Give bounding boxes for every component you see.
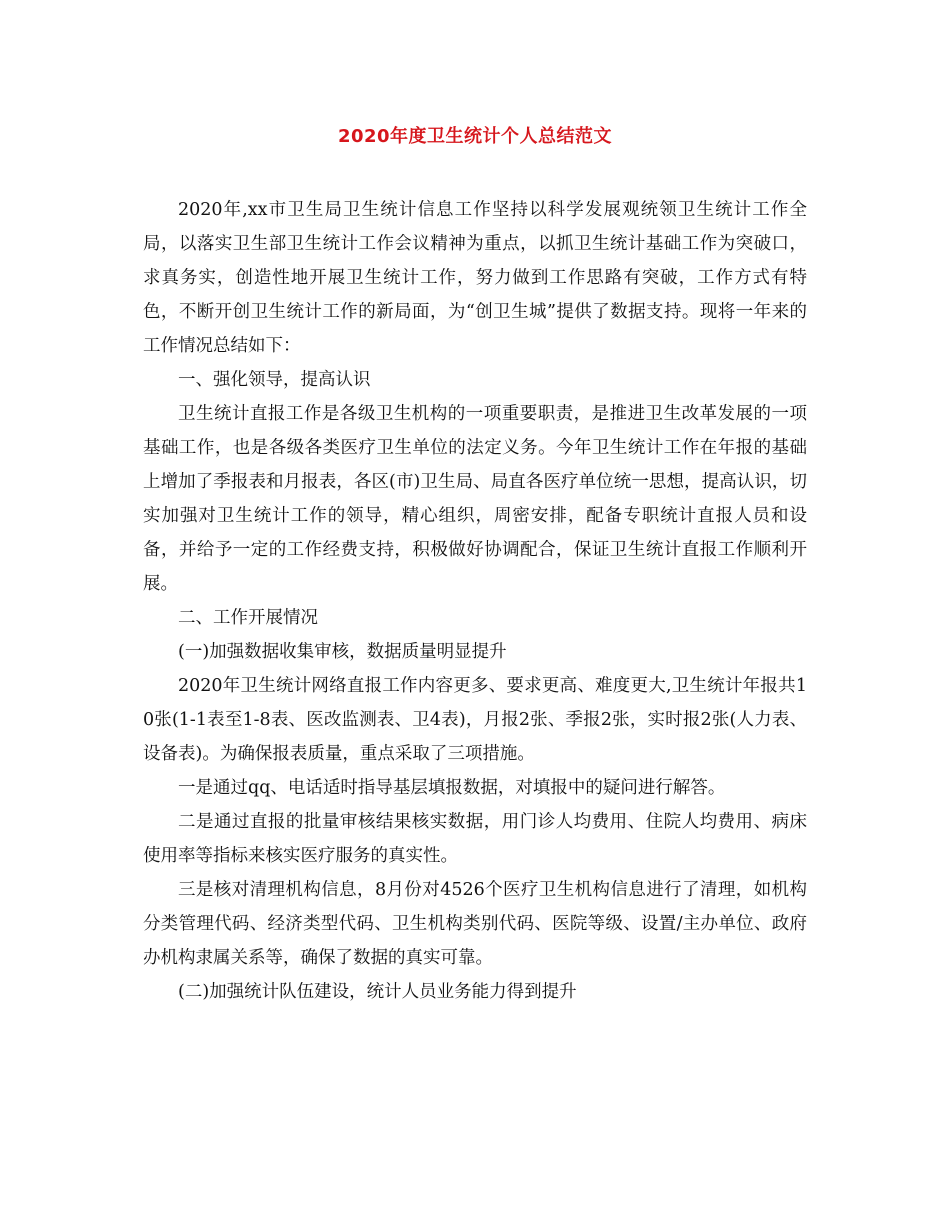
paragraph-intro: 2020年,xx市卫生局卫生统计信息工作坚持以科学发展观统领卫生统计工作全局，以落实卫生部卫生统计工作会议精神为重点，以抓卫生统计基础工作为突破口，求真务实，创造性地开展卫生统计工作，努力做到工作思路有突破，工作方式有特色，不断开创卫生统计工作的新局面，为“创卫生城”提供了数据支持。现将一年来的工作情况总结如下： (143, 200, 807, 356)
paragraph-section-1: 卫生统计直报工作是各级卫生机构的一项重要职责，是推进卫生改革发展的一项基础工作，也是各级各类医疗卫生单位的法定义务。今年卫生统计工作在年报的基础上增加了季报表和月报表，各区(市)卫生局、局直各医疗单位统一思想，提高认识，切实加强对卫生统计工作的领导，精心组织，周密安排，配备专职统计直报人员和设备，并给予一定的工作经费支持，积极做好协调配合，保证卫生统计直报工作顺利开展。 (143, 404, 807, 594)
subsection-heading-1: (一)加强数据收集审核，数据质量明显提升 (178, 642, 507, 662)
paragraph-measure-2: 二是通过直报的批量审核结果核实数据，用门诊人均费用、住院人均费用、病床使用率等指标来核实医疗服务的真实性。 (143, 812, 807, 866)
document-body (143, 193, 807, 1009)
document-title: 2020年度卫生统计个人总结范文 (337, 126, 613, 147)
section-heading-1: 一、强化领导，提高认识 (178, 370, 371, 390)
section-heading-2: 二、工作开展情况 (178, 608, 318, 628)
subsection-heading-2: (二)加强统计队伍建设，统计人员业务能力得到提升 (178, 982, 577, 1002)
paragraph-measure-1: 一是通过qq、电话适时指导基层填报数据，对填报中的疑问进行解答。 (178, 778, 726, 798)
paragraph-data-collection: 2020年卫生统计网络直报工作内容更多、要求更高、难度更大,卫生统计年报共10张(1-1表至1-8表、医改监测表、卫4表)，月报2张、季报2张，实时报2张(人力表、设备表)。为确保报表质量，重点采取了三项措施。 (143, 676, 807, 764)
paragraph-measure-3: 三是核对清理机构信息，8月份对4526个医疗卫生机构信息进行了清理，如机构分类管理代码、经济类型代码、卫生机构类别代码、医院等级、设置/主办单位、政府办机构隶属关系等，确保了数据的真实可靠。 (143, 880, 807, 968)
